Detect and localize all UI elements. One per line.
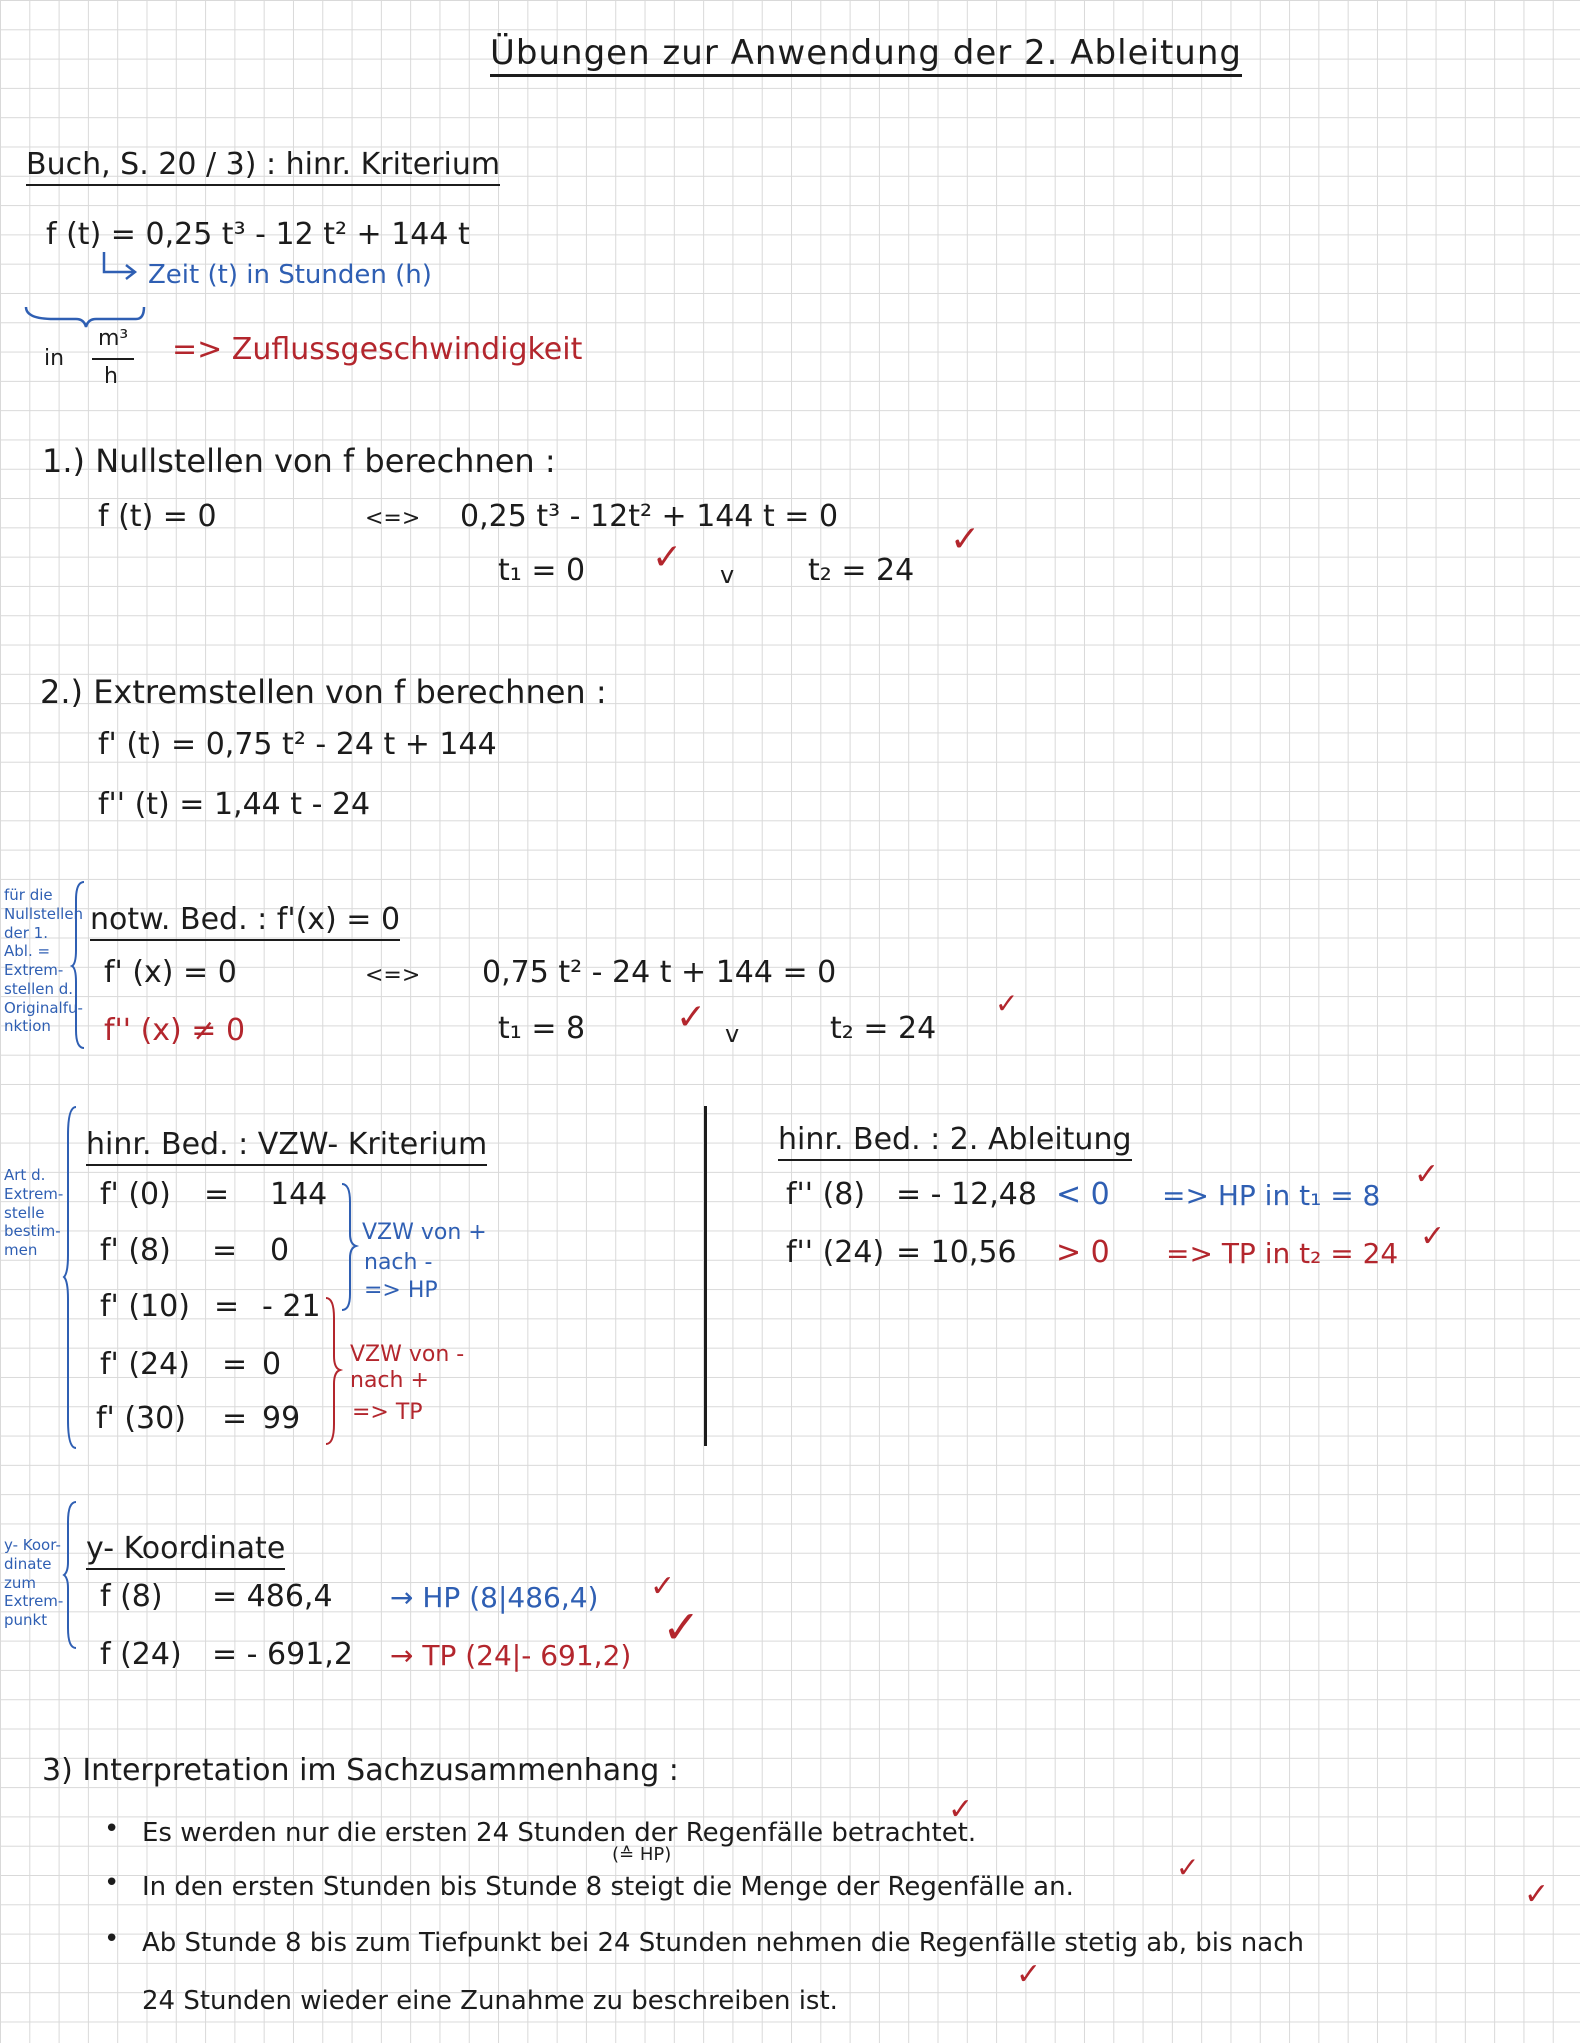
- check-icon: ✓: [676, 997, 707, 1038]
- unit-denominator: h: [104, 364, 118, 389]
- bullet-icon: •: [104, 1924, 120, 1954]
- check-icon: ✓: [948, 1792, 974, 1827]
- section1-or: v: [720, 561, 735, 589]
- notw-sol2: t₂ = 24: [830, 1011, 937, 1046]
- second-deriv-row2-lhs: f'' (24): [786, 1235, 885, 1270]
- ykoord-row2-lhs: f (24): [100, 1637, 182, 1672]
- brace-icon: [64, 1105, 78, 1450]
- check-icon: ✓: [995, 987, 1019, 1020]
- notw-line2: f'' (x) ≠ 0: [104, 1013, 246, 1048]
- vzw-row-rhs: 0: [270, 1233, 290, 1268]
- bullet-icon: •: [104, 1868, 120, 1898]
- interpretation-bullet: Ab Stunde 8 bis zum Tiefpunkt bei 24 Stunden nehmen die Regenfälle stetig ab, bis nach: [142, 1928, 1304, 1958]
- vzw-row-lhs: f' (10): [100, 1289, 190, 1324]
- vzw-note2-c: => TP: [352, 1400, 423, 1425]
- margin-note-notw: für die Nullstellen der 1. Abl. = Extrem-stellen d. Originalfu-nktion: [4, 886, 84, 1036]
- vzw-row-eq: =: [222, 1401, 248, 1436]
- time-note: Zeit (t) in Stunden (h): [148, 260, 432, 290]
- ykoord-row2-result: → TP (24|- 691,2): [390, 1639, 632, 1672]
- second-deriv-row2-result: => TP in t₂ = 24: [1166, 1237, 1399, 1270]
- ykoord-row1-result: → HP (8|486,4): [390, 1581, 599, 1614]
- margin-note-ykoord: y- Koor-dinate zum Extrem-punkt: [4, 1536, 64, 1629]
- vzw-row-eq: =: [214, 1289, 240, 1324]
- second-deriv-row2-rhs: = 10,56: [896, 1235, 1017, 1270]
- unit-numerator: m³: [98, 326, 129, 351]
- task-function: f (t) = 0,25 t³ - 12 t² + 144 t: [46, 217, 470, 252]
- margin-note-art: Art d. Extrem-stelle bestim-men: [4, 1166, 64, 1259]
- ykoord-row1-rhs: = 486,4: [212, 1579, 333, 1614]
- unit-prefix: in: [44, 346, 65, 371]
- vzw-note1-a: VZW von +: [362, 1220, 487, 1245]
- section1-sol1: t₁ = 0: [498, 553, 586, 588]
- section1-sol2: t₂ = 24: [808, 553, 915, 588]
- interpretation-bullet: Es werden nur die ersten 24 Stunden der Regenfälle betrachtet.: [142, 1818, 977, 1848]
- check-icon: ✓: [1524, 1877, 1550, 1912]
- check-icon: ✓: [1420, 1219, 1446, 1254]
- second-deriv-row2-cmp: > 0: [1056, 1235, 1110, 1270]
- section2-heading: 2.) Extremstellen von f berechnen :: [40, 673, 607, 711]
- task-header: Buch, S. 20 / 3) : hinr. Kriterium: [26, 150, 500, 186]
- second-deriv-row1-result: => HP in t₁ = 8: [1162, 1179, 1381, 1212]
- second-deriv-row1-cmp: < 0: [1056, 1177, 1110, 1212]
- section1-equiv: <=>: [365, 506, 421, 531]
- brace-icon: [24, 305, 144, 327]
- bullet-icon: •: [104, 1814, 120, 1844]
- vzw-row-rhs: - 21: [262, 1289, 321, 1324]
- page-title: Übungen zur Anwendung der 2. Ableitung: [490, 36, 1242, 77]
- ykoord-row1-lhs: f (8): [100, 1579, 163, 1614]
- vzw-row-lhs: f' (30): [96, 1401, 186, 1436]
- brace-icon: [64, 1500, 78, 1650]
- vzw-row-lhs: f' (8): [100, 1233, 171, 1268]
- first-derivative: f' (t) = 0,75 t² - 24 t + 144: [98, 727, 497, 762]
- second-deriv-row1-rhs: = - 12,48: [896, 1177, 1037, 1212]
- brace-icon: [340, 1182, 358, 1312]
- section1-eq-right: 0,25 t³ - 12t² + 144 t = 0: [460, 499, 839, 534]
- notw-line1-right: 0,75 t² - 24 t + 144 = 0: [482, 955, 837, 990]
- vzw-row-eq: =: [222, 1347, 248, 1382]
- interpretation-bullet: In den ersten Stunden bis Stunde 8 steigt die Menge der Regenfälle an.: [142, 1872, 1074, 1902]
- section1-eq-left: f (t) = 0: [98, 499, 217, 534]
- notw-heading: notw. Bed. : f'(x) = 0: [90, 905, 400, 941]
- vzw-row-rhs: 144: [270, 1177, 328, 1212]
- brace-icon: [72, 880, 86, 1050]
- vzw-row-eq: =: [204, 1177, 230, 1212]
- vzw-row-rhs: 0: [262, 1347, 282, 1382]
- vzw-row-eq: =: [212, 1233, 238, 1268]
- vzw-note1-b: nach -: [364, 1250, 433, 1275]
- vzw-row-lhs: f' (24): [100, 1347, 190, 1382]
- notw-equiv: <=>: [365, 963, 421, 988]
- check-icon: ✓: [1414, 1157, 1440, 1192]
- section1-heading: 1.) Nullstellen von f berechnen :: [42, 442, 556, 480]
- vzw-row-rhs: 99: [262, 1401, 301, 1436]
- check-icon: ✓: [652, 537, 683, 578]
- ykoord-heading: y- Koordinate: [86, 1534, 285, 1570]
- second-derivative: f'' (t) = 1,44 t - 24: [98, 787, 371, 822]
- check-icon: ✓: [950, 519, 981, 560]
- column-divider: [704, 1106, 707, 1446]
- check-icon: ✓: [650, 1569, 676, 1604]
- vzw-note2-a: VZW von -: [350, 1342, 465, 1367]
- section3-heading: 3) Interpretation im Sachzusammenhang :: [42, 1753, 679, 1788]
- ykoord-row2-rhs: = - 691,2: [212, 1637, 353, 1672]
- interpretation-continuation: 24 Stunden wieder eine Zunahme zu beschreiben ist.: [142, 1986, 838, 2016]
- notw-line1: f' (x) = 0: [104, 955, 237, 990]
- vzw-note1-c: => HP: [364, 1278, 438, 1303]
- fraction-bar: [92, 358, 134, 360]
- bullet-note: (≙ HP): [612, 1844, 672, 1865]
- notw-or: v: [725, 1020, 740, 1048]
- second-deriv-heading: hinr. Bed. : 2. Ableitung: [778, 1125, 1132, 1161]
- check-icon: ✓: [1176, 1851, 1200, 1884]
- vzw-heading: hinr. Bed. : VZW- Kriterium: [86, 1130, 487, 1166]
- brace-icon: [324, 1296, 342, 1446]
- arrow-icon: [100, 250, 140, 284]
- check-icon: ✓: [662, 1600, 701, 1654]
- vzw-row-lhs: f' (0): [100, 1177, 171, 1212]
- second-deriv-row1-lhs: f'' (8): [786, 1177, 866, 1212]
- unit-meaning: => Zuflussgeschwindigkeit: [172, 332, 583, 367]
- check-icon: ✓: [1016, 1957, 1042, 1992]
- vzw-note2-b: nach +: [350, 1368, 429, 1393]
- notw-sol1: t₁ = 8: [498, 1011, 586, 1046]
